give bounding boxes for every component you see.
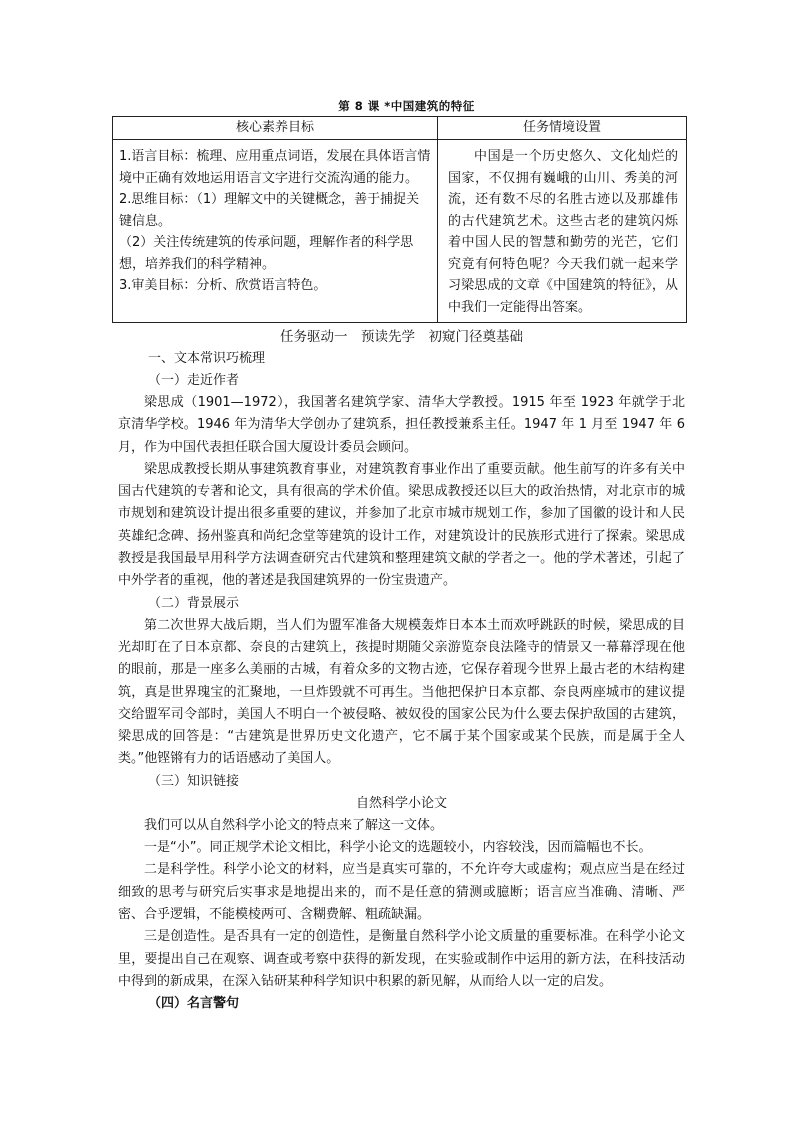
goals-cell [113,140,438,323]
essay-paragraph-3: 三是创造性。是否具有一定的创造性，是衡量自然科学小论文质量的重要标准。在科学小论文里，要提出自己在观察、调查或考察中获得的新发现，在实验或制作中运用的新方法，在科技活动中得到的新成果，在深入钻研某种科学知识中积累的新见解，从而给人以一定的启发。 [118,929,685,989]
essay-paragraph-2: 二是科学性。科学小论文的材料，应当是真实可靠的，不允许夸大或虚构；观点应当是在经过细致的思考与研究后实事求是地提出来的，而不是任意的猜测或臆断；语言应当准确、清晰、严密、合乎逻辑，不能模棱两可、含糊费解、粗疏缺漏。 [118,862,685,922]
author-paragraph-2: 梁思成教授长期从事建筑教育事业，对建筑教育事业作出了重要贡献。他生前写的许多有关中国古代建筑的专著和论文，具有很高的学术价值。梁思成教授还以巨大的政治热情，对北京市的城市规划和建筑设计提出很多重要的建议，并参加了北京市城市规划工作，参加了国徽的设计和人民英雄纪念碑、扬州鉴真和尚纪念堂等建筑的设计工作，对建筑设计的民族形式进行了探索。梁思成教授是我国最早用科学方法调查研究古代建筑和整理建筑文献的学者之一。他的学术著述，引起了中外学者的重视，他的著述是我国建筑界的一份宝贵遗产。 [118,461,685,589]
subheading-knowledge: （三）知识链接 [148,773,240,789]
subheading-author: （一）走近作者 [148,373,240,388]
goal-line: （2）关注传统建筑的传承问题，理解作者的科学思想，培养我们的科学精神。 [119,235,414,272]
author-paragraph-1: 梁思成（1901—1972），我国著名建筑学家、清华大学教授。1915 年至 1923 年就学于北京清华学校。1946 年为清华大学创办了建筑系，担任教授兼系主任。1947 年 1 月至 1947 年 6 月，作为中国代表担任联合国大厦设计委员会顾问。 [118,395,685,455]
essay-title: 自然科学小论文 [355,795,447,811]
scenario-cell [438,140,687,323]
essay-paragraph-intro: 我们可以从自然科学小论文的特点来了解这一文体。 [144,817,444,833]
lesson-title: 第 8 课 *中国建筑的特征 [338,99,475,113]
header-task-scenario: 任务情境设置 [438,117,687,140]
essay-paragraph-1: 一是“小”。同正规学术论文相比，科学小论文的选题较小，内容较浅，因而篇幅也不长。 [144,840,652,856]
subheading-background: （二）背景展示 [148,595,240,611]
goal-line: 2.思维目标：（1）理解文中的关键概念，善于捕捉关键信息。 [119,192,420,229]
task-title: 任务驱动一 预读先学 初窥门径奠基础 [280,329,523,345]
goals-table [112,116,687,323]
scenario-text: 中国是一个历史悠久、文化灿烂的国家，不仅拥有巍峨的山川、秀美的河流，还有数不尽的名胜古迹以及那雄伟的古代建筑艺术。这些古老的建筑闪烁着中国人民的智慧和勤劳的光芒，它们究竟有何特色呢？今天我们就一起来学习梁思成的文章《中国建筑的特征》，从中我们一定能得出答案。 [448,149,678,315]
document-page [118,96,685,1015]
section-heading: 一、文本常识巧梳理 [148,351,266,366]
header-core-goals: 核心素养目标 [113,117,438,140]
goal-line: 3.审美目标：分析、欣赏语言特色。 [119,278,327,293]
goal-line: 1.语言目标：梳理、应用重点词语，发展在具体语言情境中正确有效地运用语言文字进行交流沟通的能力。 [119,149,431,186]
subheading-quotes: （四）名言警句 [148,996,240,1012]
background-paragraph: 第二次世界大战后期，当人们为盟军准备大规模轰炸日本本土而欢呼跳跃的时候，梁思成的目光却盯在了日本京都、奈良的古建筑上，孩提时期随父亲游览奈良法隆寺的情景又一幕幕浮现在他的眼前，那是一座多么美丽的古城，有着众多的文物古迹，它保存着现今世界上最古老的木结构建筑，真是世界瑰宝的汇聚地，一旦炸毁就不可再生。当他把保护日本京都、奈良两座城市的建议提交给盟军司令部时，美国人不明白一个被侵略、被奴役的国家公民为什么要去保护敌国的古建筑，梁思成的回答是：“古建筑是世界历史文化遗产，它不属于某个国家或某个民族，而是属于全人类。”他铿锵有力的话语感动了美国人。 [118,617,685,767]
